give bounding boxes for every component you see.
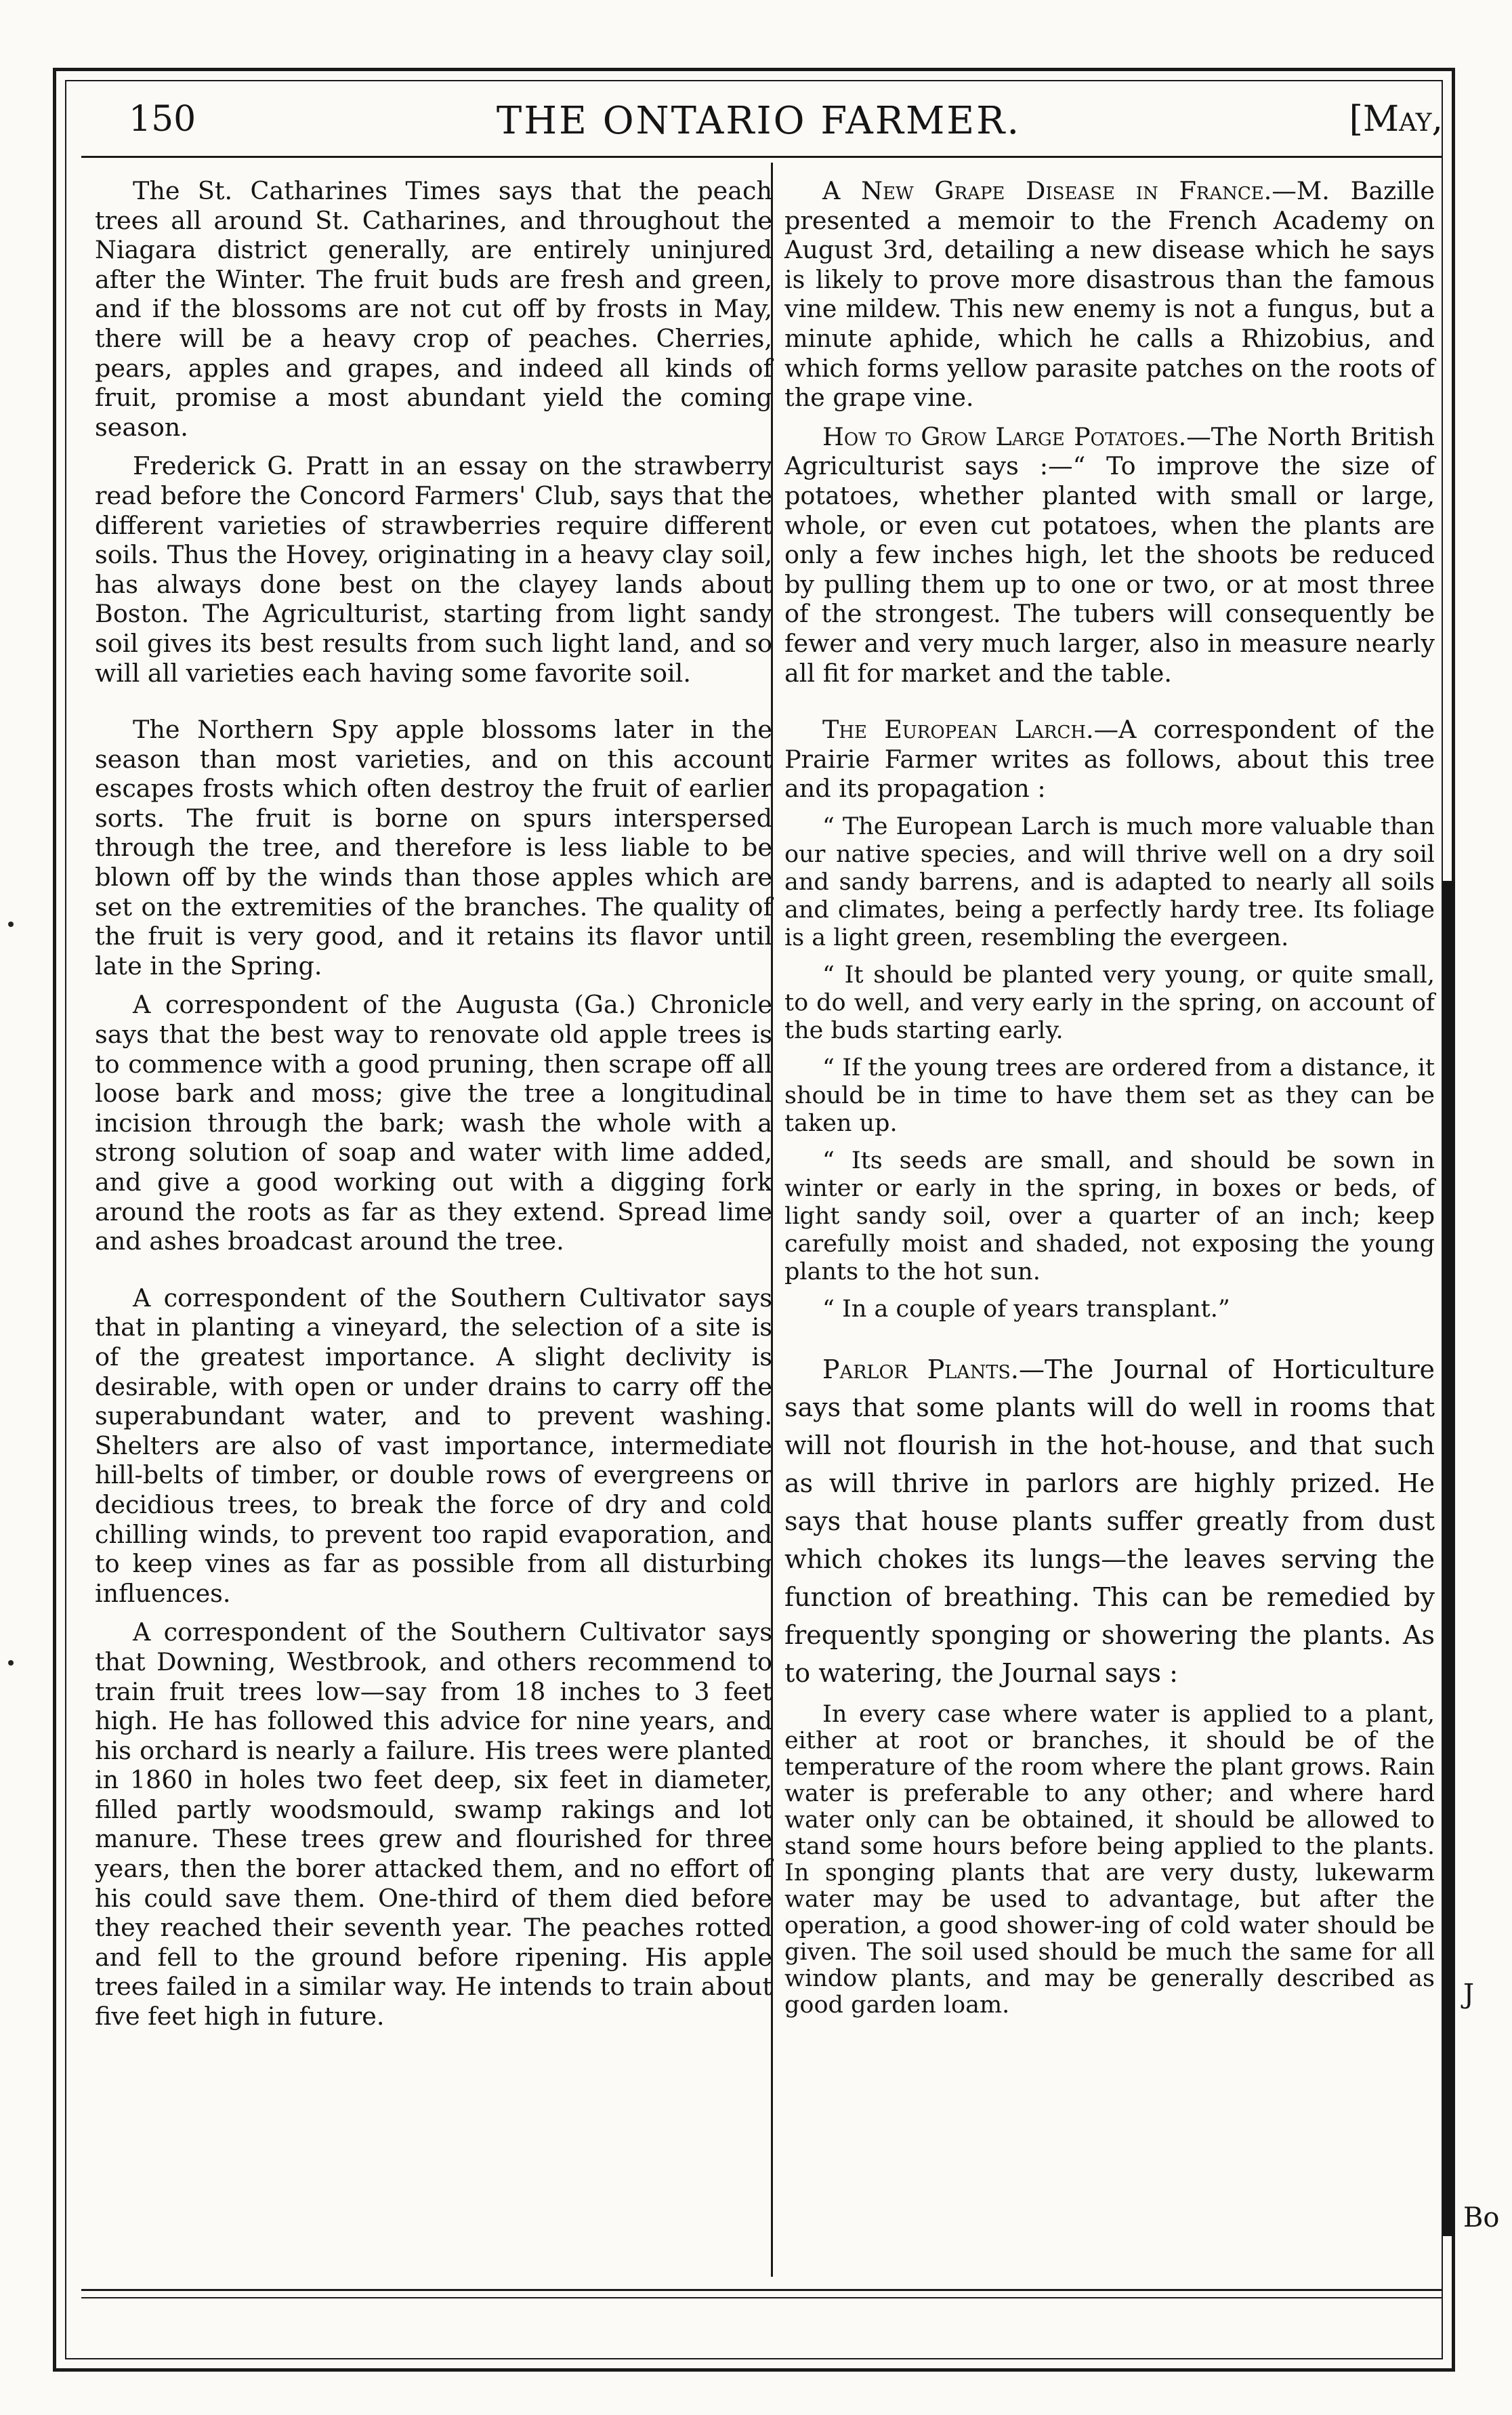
larch-body: —A correspondent of the Prairie Farmer writes as follows, about this tree and its propagation : — [784, 715, 1435, 804]
grape-disease-heading: A New Grape Disease in France. — [822, 176, 1272, 205]
parlor-plants-body: —The Journal of Horticulture says that some plants will do well in rooms that will not flourish in the hot-house, and that such as will thrive in parlors are highly prized. He says that house plants suffer greatly from dust which chokes its lungs—the leaves serving the function of breathing. This can be remedied by frequently sponging or showering the plants. As to watering, the Journal says : — [784, 1354, 1435, 1688]
vineyard-paragraph: A correspondent of the Southern Cultivator says that in planting a vineyard, the selection of a site is of the greatest importance. A slight declivity is desirable, with open or under drains to carry off the superabundant water, and to prevent washing. Shelters are also of vast importance, intermediate hill-belts of timber, or double rows of evergreens or decidious trees, to break the force of dry and cold chilling winds, to prevent too rapid evaporation, and to keep vines as far as possible from all disturbing influences. — [95, 1283, 772, 1608]
print-speck — [8, 1660, 14, 1666]
grape-disease-body: —M. Bazille presented a memoir to the French Academy on August 3rd, detailing a new disease which he says is likely to prove more disastrous than the famous vine mildew. This new enemy is not a fungus, but a minute aphide, which he calls a Rhizobius, and which forms yellow parasite patches on the roots of the grape vine. — [784, 176, 1435, 413]
apple-renovation-paragraph: A correspondent of the Augusta (Ga.) Chronicle says that the best way to renovate old apple trees is to commence with a good pruning, then scrape off all loose bark and moss; give the tree a longitudinal incision through the bark; wash the whole with a strong solution of soap and water with lime added, and give a good working out with a digging fork around the roots as far as they extend. Spread lime and ashes broadcast around the tree. — [95, 990, 772, 1256]
page-number: 150 — [129, 99, 196, 140]
margin-fragment: Bo — [1463, 2202, 1500, 2233]
potato-heading: How to Grow Large Potatoes. — [822, 421, 1187, 451]
footer-rule-double — [81, 2297, 1443, 2298]
larch-quote: “ If the young trees are ordered from a distance, it should be in time to have them set as they can be taken up. — [784, 1054, 1435, 1137]
peach-paragraph: The St. Catharines Times says that the peach trees all around St. Catharines, and throughout the Niagara district generally, are entirely uninjured after the Winter. The fruit buds are fresh and green, and if the blossoms are not cut off by frosts in May, there will be a heavy crop of peaches. Cherries, pears, apples and grapes, and indeed all kinds of fruit, promise a most abundant yield the coming season. — [95, 176, 772, 442]
parlor-plants-paragraph — [784, 1350, 1435, 1692]
running-title: THE ONTARIO FARMER. — [496, 99, 1022, 143]
watering-quote: In every case where water is applied to a plant, either at root or branches, it should be of the temperature of the room where the plant grows. Rain water is preferable to any other; and where hard water only can be obtained, it should be allowed to stand some hours before being applied to the plants. In sponging plants that are very dusty, lukewarm water may be used to advantage, but after the operation, a good shower-ing of cold water should be given. The soil used should be much the same for all window plants, and may be generally described as good garden loam. — [784, 1700, 1435, 2019]
month-label: [May, — [1349, 99, 1443, 140]
larch-quote: “ It should be planted very young, or quite small, to do well, and very early in the spring, on account of the buds starting early. — [784, 961, 1435, 1044]
page-header — [81, 87, 1443, 152]
potato-body: —The North British Agriculturist says :—“ To improve the size of potatoes, whether planted with small or large, whole, or even cut potatoes, when the plants are only a few inches high, let the shoots be reduced by pulling them up to one or two, or at most three of the strongest. The tubers will consequently be fewer and very much larger, also in measure nearly all fit for market and the table. — [784, 421, 1435, 688]
potato-paragraph — [784, 422, 1435, 688]
left-column — [95, 176, 772, 2041]
footer-rule — [81, 2289, 1443, 2291]
fruit-training-paragraph: A correspondent of the Southern Cultivator says that Downing, Westbrook, and others recommend to train fruit trees low—say from 18 inches to 3 feet high. He has followed this advice for nine years, and his orchard is nearly a failure. His trees were planted in 1860 in holes two feet deep, six feet in diameter, filled partly woodsmould, swamp rakings and lot manure. These trees grew and flourished for three years, then the borer attacked them, and no effort of his could save them. One-third of them died before they reached their seventh year. The peaches rotted and fell to the ground before ripening. His apple trees failed in a similar way. He intends to train about five feet high in future. — [95, 1617, 773, 2031]
strawberry-paragraph: Frederick G. Pratt in an essay on the strawberry read before the Concord Farmers' Club, says that the different varieties of strawberries require different soils. Thus the Hovey, originating in a heavy clay soil, has always done best on the clayey lands about Boston. The Agriculturist, starting from light sandy soil gives its best results from such light land, and so will all varieties each having some favorite soil. — [95, 451, 772, 688]
larch-paragraph — [784, 715, 1435, 804]
larch-quote: “ Its seeds are small, and should be sown in winter or early in the spring, in boxes or beds, of light sandy soil, over a quarter of an inch; keep carefully moist and shaded, not exposing the young plants to the hot sun. — [784, 1147, 1435, 1285]
larch-quote: “ The European Larch is much more valuable than our native species, and will thrive well on a dry soil and sandy barrens, and is adapted to nearly all soils and climates, being a perfectly hardy tree. Its foliage is a light green, resembling the evergeen. — [784, 812, 1435, 951]
northern-spy-paragraph: The Northern Spy apple blossoms later in the season than most varieties, and on this account escapes frosts which often destroy the fruit of earlier sorts. The fruit is borne on spurs interspersed through the tree, and therefore is less liable to be blown off by the winds than those apples which are set on the extremities of the branches. The quality of the fruit is very good, and it retains its flavor until late in the Spring. — [95, 715, 772, 981]
larch-quote: “ In a couple of years transplant.” — [822, 1295, 1230, 1323]
right-column — [784, 176, 1435, 2028]
parlor-plants-heading: Parlor Plants. — [822, 1354, 1019, 1384]
header-rule — [81, 156, 1443, 158]
print-speck — [8, 922, 14, 927]
binding-shadow — [1443, 881, 1455, 2236]
larch-heading: The European Larch. — [822, 715, 1094, 745]
margin-fragment: J — [1463, 1979, 1475, 2010]
grape-disease-paragraph — [784, 176, 1435, 413]
